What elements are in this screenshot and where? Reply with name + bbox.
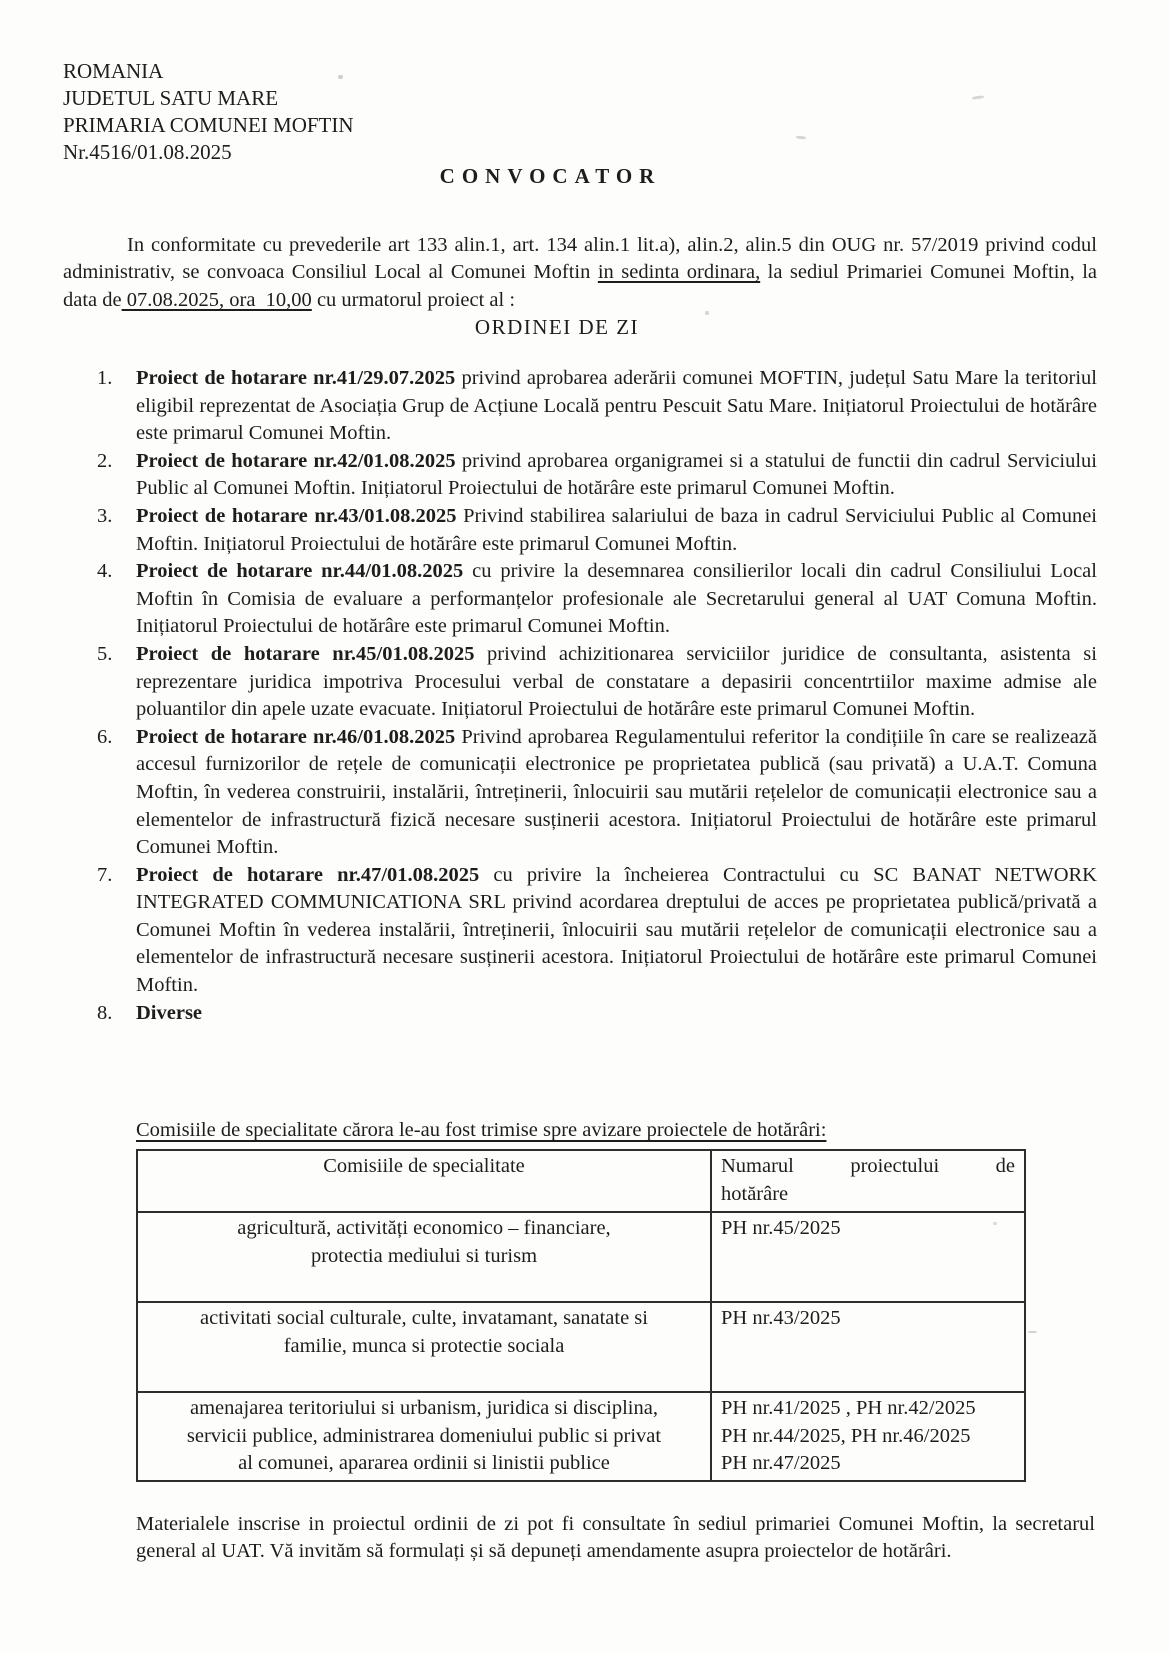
committee-line: familie, munca si protectie sociala [283, 1334, 565, 1357]
intro-text-3: cu urmatorul proiect al : [311, 288, 516, 311]
item-body: privind aprobarea aderării comunei MOFTIN, județul Satu Mare la teritoriul eligibil reprezentat de Asociația Grup de Acțiune Locală pentru Pescuit Satu Mare. Inițiatorul Proiectului de hotărâre este primarul Comunei Moftin. [136, 367, 1097, 445]
item-lead: Proiect de hotarare nr.45/01.08.2025 [136, 642, 475, 665]
agenda-heading: ORDINEI DE ZI [474, 315, 640, 339]
item-number: 5. [97, 642, 113, 665]
item-body: privind achizitionarea serviciilor juridice de consultanta, asistenta si reprezentare juridica impotriva Procesului verbal de constatare a depasirii concentrtiilor maxime admise ale poluantilor din apele uzate evacuate. Inițiatorul Proiectului de hotărâre este primarul Comunei Moftin. [136, 642, 1097, 721]
scan-speck [1028, 1331, 1037, 1333]
scan-speck [796, 135, 806, 139]
table-row-urbanism [137, 1392, 1025, 1481]
intro-text-2: la sediul Primariei Comunei Moftin, la data de [63, 261, 1098, 311]
agenda-item-5 [63, 641, 1097, 724]
project-line: PH nr.43/2025 [721, 1307, 841, 1329]
scan-speck [338, 75, 343, 79]
agenda-item-6 [63, 724, 1097, 862]
letterhead-institution: PRIMARIA COMUNEI MOFTIN [63, 113, 354, 137]
projects-cell [711, 1302, 1025, 1392]
table-header-committee: Comisiile de specialitate [137, 1150, 711, 1212]
item-number: 3. [97, 504, 113, 527]
letterhead-country: ROMANIA [63, 59, 164, 83]
intro-text-1: In conformitate cu prevederile art 133 alin.1, art. 134 alin.1 lit.a), alin.2, alin.5 din OUG nr. 57/2019 privind codul administrativ, se convoaca Consiliul Local al Comunei Moftin [63, 233, 1097, 284]
scan-speck [993, 1222, 997, 1225]
committee-line: agricultură, activități economico – financiare, [237, 1217, 611, 1239]
document-title: CONVOCATOR [439, 164, 662, 188]
committee-line: al comunei, apararea ordinii si linistii publice [238, 1452, 610, 1474]
committee-line: protectia mediului si turism [310, 1244, 538, 1267]
item-body: cu privire la încheierea Contractului cu SC BANAT NETWORK INTEGRATED COMMUNICATIONA SRL privind acordarea dreptului de acces pe proprietatea publică/privată a Comunei Moftin în vederea instalării, întreținerii, înlocuirii sau mutării rețelelor de comunicații electronice sau a elementelor de infrastructură necesare susținerii acestora. Inițiatorul Proiectului de hotărâre este primarul Comunei Moftin. [136, 863, 1097, 997]
agenda-item-4 [63, 558, 1097, 641]
agenda-item-7 [63, 862, 1097, 1000]
item-lead: Proiect de hotarare nr.42/01.08.2025 [136, 449, 456, 472]
table-header-number-line-1: Numarul proiectului de [721, 1155, 1015, 1177]
item-number: 1. [97, 367, 113, 389]
letterhead [63, 58, 354, 166]
committee-line: activitati social culturale, culte, invatamant, sanatate si [200, 1307, 648, 1329]
scan-speck [972, 95, 984, 100]
agenda-item-2 [63, 448, 1097, 503]
item-lead: Proiect de hotarare nr.43/01.08.2025 [136, 504, 457, 527]
item-body: cu privire la desemnarea consilierilor locali din cadrul Consiliului Local Moftin în Comisia de evaluare a performanțelor profesionale ale Secretarului general al UAT Comuna Moftin. Inițiatorul Proiectului de hotărâre este primarul Comunei Moftin. [136, 560, 1097, 638]
closing-paragraph: Materialele inscrise in proiectul ordinii de zi pot fi consultate în sediul primariei Comunei Moftin, la secretarul general al UAT. Vă invităm să formulați și să depuneți amendamente asupra proiectelor de hotărâri. [136, 1512, 1095, 1563]
projects-cell [711, 1392, 1025, 1481]
committees-note: Comisiile de specialitate cărora le-au fost trimise spre avizare proiectele de hotărâri: [136, 1119, 827, 1141]
agenda-item-3 [63, 503, 1097, 558]
projects-cell [711, 1212, 1025, 1302]
letterhead-county: JUDETUL SATU MARE [63, 86, 279, 110]
scan-speck [705, 311, 709, 315]
project-line: PH nr.41/2025 , PH nr.42/2025 [721, 1397, 976, 1419]
intro-underlined-date-time: 07.08.2025, ora 10,00 [121, 288, 312, 311]
item-number: 8. [97, 1001, 113, 1024]
project-line: PH nr.45/2025 [721, 1217, 841, 1239]
table-header-number-line-2: hotărâre [721, 1182, 789, 1205]
table-header-number [711, 1150, 1025, 1212]
intro-paragraph [63, 232, 1097, 315]
committee-line: amenajarea teritoriului si urbanism, juridica si disciplina, [190, 1397, 658, 1419]
agenda-item-8 [63, 1000, 1097, 1028]
item-number: 4. [97, 560, 113, 583]
table-row-agriculture [137, 1212, 1025, 1302]
item-number: 6. [97, 725, 113, 748]
agenda-item-1 [63, 365, 1097, 448]
table-row-social [137, 1302, 1025, 1392]
item-lead: Diverse [136, 1001, 203, 1024]
project-line: PH nr.44/2025, PH nr.46/2025 [721, 1424, 971, 1447]
committees-table [136, 1149, 1026, 1482]
item-body: Privind stabilirea salariului de baza in cadrul Serviciului Public al Comunei Moftin. Inițiatorul Proiectului de hotărâre este primarul Comunei Moftin. [136, 504, 1097, 555]
letterhead-registration-number: Nr.4516/01.08.2025 [63, 140, 232, 164]
intro-underlined-session-type: in sedinta ordinara, [597, 261, 761, 284]
project-line: PH nr.47/2025 [721, 1452, 841, 1474]
item-lead: Proiect de hotarare nr.41/29.07.2025 [136, 367, 456, 389]
item-number: 7. [97, 863, 113, 886]
table-header-row [137, 1150, 1025, 1212]
item-lead: Proiect de hotarare nr.47/01.08.2025 [136, 863, 480, 886]
agenda-list [63, 365, 1097, 1027]
committee-line: servicii publice, administrarea domeniului public si privat [186, 1424, 662, 1447]
item-body: privind aprobarea organigramei si a statului de functii din cadrul Serviciului Public al Comunei Moftin. Inițiatorul Proiectului de hotărâre este primarul Comunei Moftin. [136, 449, 1097, 500]
committee-cell [137, 1212, 711, 1302]
item-lead: Proiect de hotarare nr.46/01.08.2025 [136, 725, 456, 748]
item-body: Privind aprobarea Regulamentului referitor la condițiile în care se realizează accesul furnizorilor de rețele de comunicații electronice pe proprietatea publică (sau privată) a U.A.T. Comuna Moftin, în vederea construirii, instalării, întreținerii, înlocuirii sau mutării rețelelor de comunicații electronice sau a elementelor de infrastructură fizică necesare susținerii acestora. Inițiatorul Proiectului de hotărâre este primarul Comunei Moftin. [136, 725, 1097, 859]
committee-cell [137, 1302, 711, 1392]
committee-cell [137, 1392, 711, 1481]
item-number: 2. [97, 449, 113, 472]
item-lead: Proiect de hotarare nr.44/01.08.2025 [136, 560, 464, 583]
